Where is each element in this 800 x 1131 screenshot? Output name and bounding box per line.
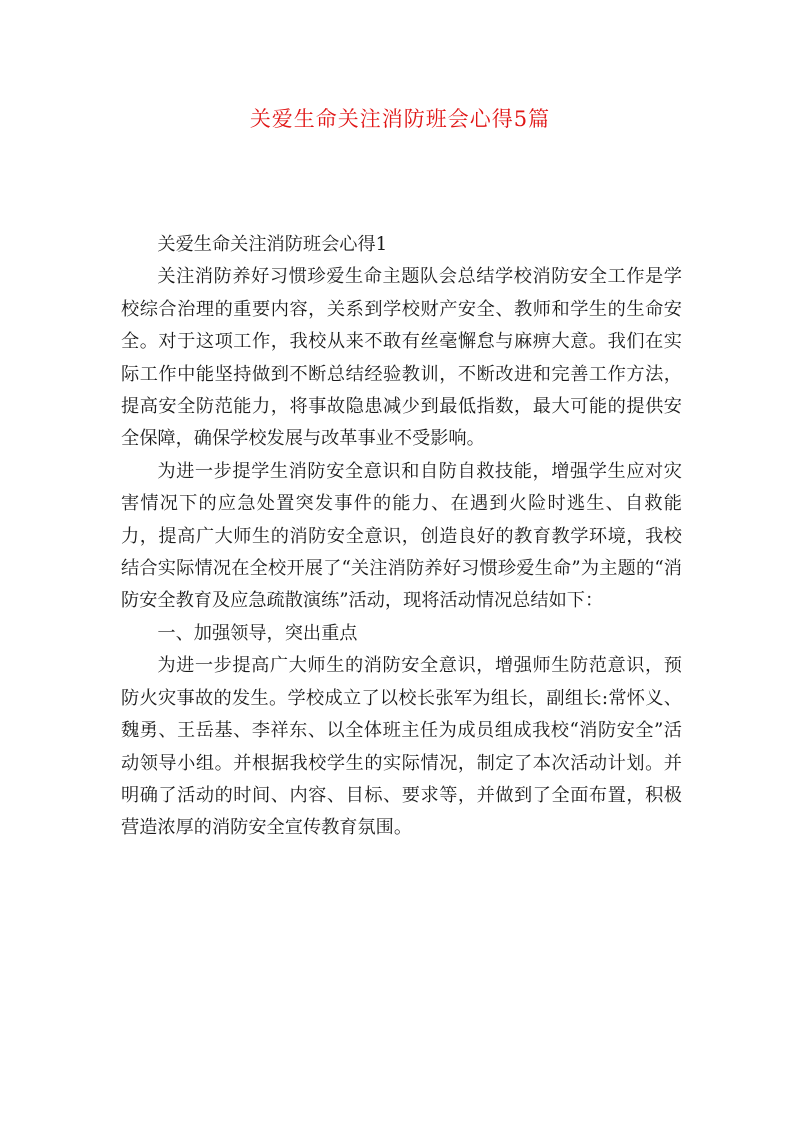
document-title: 关爱生命关注消防班会心得5篇 <box>249 107 551 131</box>
section-heading-1: 关爱生命关注消防班会心得1 <box>157 234 388 255</box>
document-body <box>121 229 682 845</box>
subheading-leadership: 一、加强领导，突出重点 <box>157 622 358 644</box>
paragraph-activity: 为进一步提学生消防安全意识和自防自救技能，增强学生应对灾害情况下的应急处置突发事件的能力、在遇到火险时逃生、自救能力，提高广大师生的消防安全意识，创造良好的教育教学环境，我校结合实际情况在全校开展了“关注消防养好习惯珍爱生命”为主题的“消防安全教育及应急疏散演练”活动，现将活动情况总结如下： <box>121 460 682 612</box>
paragraph-intro: 关注消防养好习惯珍爱生命主题队会总结学校消防安全工作是学校综合治理的重要内容，关系到学校财产安全、教师和学生的生命安全。对于这项工作，我校从来不敢有丝毫懈怠与麻痹大意。我们在实际工作中能坚持做到不断总结经验教训，不断改进和完善工作方法，提高安全防范能力，将事故隐患减少到最低指数，最大可能的提供安全保障，确保学校发展与改革事业不受影响。 <box>121 266 682 450</box>
paragraph-leadership: 为进一步提高广大师生的消防安全意识，增强师生防范意识，预防火灾事故的发生。学校成立了以校长张军为组长，副组长:常怀义、魏勇、王岳基、李祥东、以全体班主任为成员组成我校“消防安全”活动领导小组。并根据我校学生的实际情况，制定了本次活动计划。并明确了活动的时间、内容、目标、要求等，并做到了全面布置，积极营造浓厚的消防安全宣传教育氛围。 <box>121 655 682 839</box>
